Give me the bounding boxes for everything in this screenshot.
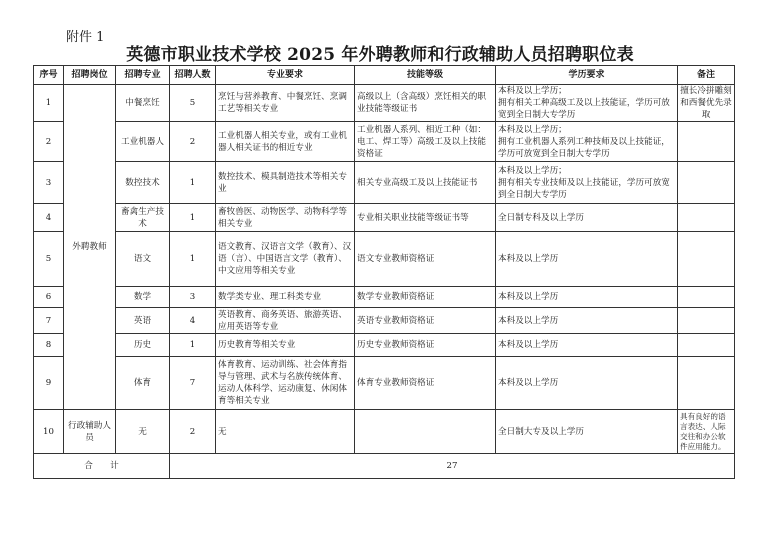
header-cell: 招聘人数 <box>170 66 216 85</box>
note-cell <box>678 204 735 232</box>
education-cell: 本科及以上学历 <box>496 334 678 357</box>
count-cell: 5 <box>170 85 216 122</box>
table-header-row <box>34 66 735 85</box>
education-cell: 全日制大专及以上学历 <box>496 410 678 454</box>
skill-cell: 英语专业教师资格证 <box>355 308 496 334</box>
position-cell: 外聘教师 <box>64 85 116 410</box>
requirement-cell: 历史教育等相关专业 <box>216 334 355 357</box>
header-cell: 备注 <box>678 66 735 85</box>
table-row <box>34 334 735 357</box>
total-label: 合 计 <box>34 454 170 479</box>
count-cell: 1 <box>170 204 216 232</box>
note-cell <box>678 122 735 162</box>
major-cell: 工业机器人 <box>116 122 170 162</box>
count-cell: 1 <box>170 334 216 357</box>
major-cell: 数学 <box>116 287 170 308</box>
skill-cell: 语文专业教师资格证 <box>355 232 496 287</box>
requirement-cell: 无 <box>216 410 355 454</box>
note-cell: 具有良好的语言表达、人际交往和办公软件应用能力。 <box>678 410 735 454</box>
table-row <box>34 204 735 232</box>
education-cell: 本科及以上学历； 拥有相关专业技师及以上技能证，学历可放宽到全日制大专学历 <box>496 162 678 204</box>
count-cell: 2 <box>170 410 216 454</box>
skill-cell: 体育专业教师资格证 <box>355 357 496 410</box>
note-cell: 擅长冷拼雕刻和西餐优先录取 <box>678 85 735 122</box>
recruitment-table <box>33 65 735 479</box>
row-number: 6 <box>34 287 64 308</box>
education-cell: 本科及以上学历 <box>496 357 678 410</box>
major-cell: 历史 <box>116 334 170 357</box>
count-cell: 2 <box>170 122 216 162</box>
skill-cell: 数学专业教师资格证 <box>355 287 496 308</box>
skill-cell: 相关专业高级工及以上技能证书 <box>355 162 496 204</box>
count-cell: 1 <box>170 232 216 287</box>
row-number: 2 <box>34 122 64 162</box>
table-row <box>34 287 735 308</box>
requirement-cell: 数学类专业、理工科类专业 <box>216 287 355 308</box>
table-row <box>34 232 735 287</box>
row-number: 1 <box>34 85 64 122</box>
skill-cell: 高级以上（含高级）烹饪相关的职业技能等级证书 <box>355 85 496 122</box>
skill-cell: 工业机器人系列、相近工种（如：电工、焊工等）高级工及以上技能资格证 <box>355 122 496 162</box>
major-cell: 数控技术 <box>116 162 170 204</box>
education-cell: 本科及以上学历 <box>496 308 678 334</box>
table-row <box>34 162 735 204</box>
major-cell: 无 <box>116 410 170 454</box>
major-cell: 语文 <box>116 232 170 287</box>
major-cell: 体育 <box>116 357 170 410</box>
row-number: 4 <box>34 204 64 232</box>
row-number: 8 <box>34 334 64 357</box>
requirement-cell: 烹饪与营养教育、中餐烹饪、烹调工艺等相关专业 <box>216 85 355 122</box>
row-number: 7 <box>34 308 64 334</box>
row-number: 9 <box>34 357 64 410</box>
table-row <box>34 308 735 334</box>
note-cell <box>678 287 735 308</box>
requirement-cell: 畜牧兽医、动物医学、动物科学等相关专业 <box>216 204 355 232</box>
row-number: 3 <box>34 162 64 204</box>
skill-cell <box>355 410 496 454</box>
skill-cell: 历史专业教师资格证 <box>355 334 496 357</box>
header-cell: 学历要求 <box>496 66 678 85</box>
table-row <box>34 85 735 122</box>
major-cell: 英语 <box>116 308 170 334</box>
education-cell: 本科及以上学历； 拥有工业机器人系列工种技师及以上技能证，学历可放宽到全日制大专学历 <box>496 122 678 162</box>
note-cell <box>678 162 735 204</box>
header-cell: 专业要求 <box>216 66 355 85</box>
row-number: 5 <box>34 232 64 287</box>
requirement-cell: 工业机器人相关专业，或有工业机器人相关证书的相近专业 <box>216 122 355 162</box>
table-row <box>34 122 735 162</box>
position-cell: 行政辅助人员 <box>64 410 116 454</box>
requirement-cell: 语文教育、汉语言文学（教育）、汉语（言）、中国语言文学（教育）、中文应用等相关专业 <box>216 232 355 287</box>
major-cell: 畜禽生产技术 <box>116 204 170 232</box>
count-cell: 1 <box>170 162 216 204</box>
total-row <box>34 454 735 479</box>
requirement-cell: 数控技术、模具制造技术等相关专业 <box>216 162 355 204</box>
education-cell: 本科及以上学历 <box>496 287 678 308</box>
row-number: 10 <box>34 410 64 454</box>
count-cell: 4 <box>170 308 216 334</box>
education-cell: 全日制专科及以上学历 <box>496 204 678 232</box>
total-value: 27 <box>170 454 735 479</box>
table-row <box>34 410 735 454</box>
header-cell: 技能等级 <box>355 66 496 85</box>
note-cell <box>678 334 735 357</box>
table-row <box>34 357 735 410</box>
education-cell: 本科及以上学历 <box>496 232 678 287</box>
skill-cell: 专业相关职业技能等级证书等 <box>355 204 496 232</box>
major-cell: 中餐烹饪 <box>116 85 170 122</box>
page-title: 英德市职业技术学校 2025 年外聘教师和行政辅助人员招聘职位表 <box>126 45 634 65</box>
note-cell <box>678 308 735 334</box>
note-cell <box>678 357 735 410</box>
header-cell: 序号 <box>34 66 64 85</box>
education-cell: 本科及以上学历； 拥有相关工种高级工及以上技能证，学历可放宽到全日制大专学历 <box>496 85 678 122</box>
count-cell: 7 <box>170 357 216 410</box>
attachment-label: 附件 1 <box>66 30 105 45</box>
note-cell <box>678 232 735 287</box>
header-cell: 招聘岗位 <box>64 66 116 85</box>
requirement-cell: 英语教育、商务英语、旅游英语、应用英语等专业 <box>216 308 355 334</box>
requirement-cell: 体育教育、运动训练、社会体育指导与管理、武术与名族传统体育、运动人体科学、运动康复、休闲体育等相关专业 <box>216 357 355 410</box>
header-cell: 招聘专业 <box>116 66 170 85</box>
count-cell: 3 <box>170 287 216 308</box>
